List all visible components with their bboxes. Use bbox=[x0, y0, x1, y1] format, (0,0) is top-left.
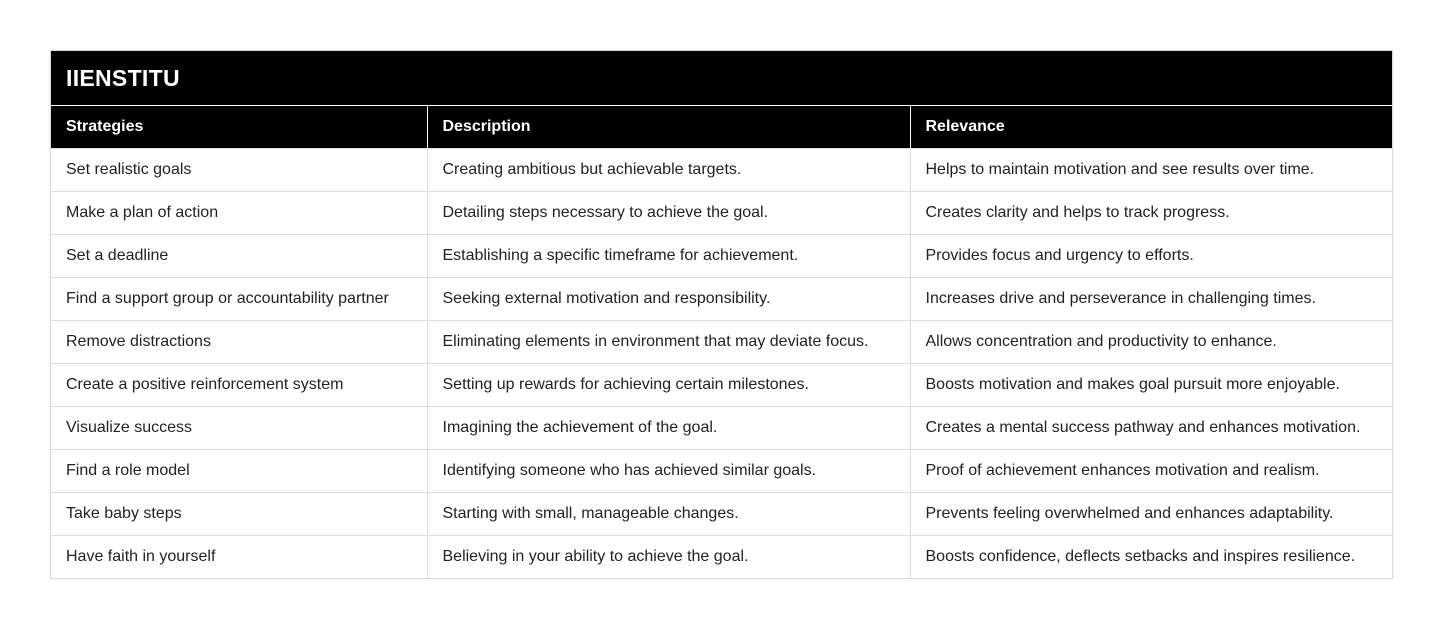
column-header-description: Description bbox=[427, 106, 910, 149]
strategies-table-container bbox=[50, 50, 1393, 579]
description-cell: Identifying someone who has achieved similar goals. bbox=[427, 450, 910, 493]
strategy-cell: Visualize success bbox=[51, 407, 427, 450]
table-row bbox=[51, 235, 1392, 278]
table-row bbox=[51, 407, 1392, 450]
description-cell: Setting up rewards for achieving certain milestones. bbox=[427, 364, 910, 407]
strategies-table bbox=[51, 51, 1392, 578]
relevance-cell: Increases drive and perseverance in challenging times. bbox=[910, 278, 1392, 321]
table-row bbox=[51, 192, 1392, 235]
relevance-cell: Creates a mental success pathway and enhances motivation. bbox=[910, 407, 1392, 450]
description-cell: Detailing steps necessary to achieve the goal. bbox=[427, 192, 910, 235]
table-row bbox=[51, 364, 1392, 407]
strategy-cell: Make a plan of action bbox=[51, 192, 427, 235]
table-row bbox=[51, 149, 1392, 192]
relevance-cell: Prevents feeling overwhelmed and enhances adaptability. bbox=[910, 493, 1392, 536]
column-header-row bbox=[51, 106, 1392, 149]
description-cell: Establishing a specific timeframe for achievement. bbox=[427, 235, 910, 278]
column-header-strategies: Strategies bbox=[51, 106, 427, 149]
relevance-cell: Creates clarity and helps to track progress. bbox=[910, 192, 1392, 235]
relevance-cell: Boosts confidence, deflects setbacks and inspires resilience. bbox=[910, 536, 1392, 579]
description-cell: Creating ambitious but achievable targets. bbox=[427, 149, 910, 192]
table-row bbox=[51, 321, 1392, 364]
strategy-cell: Remove distractions bbox=[51, 321, 427, 364]
brand-header-row bbox=[51, 51, 1392, 106]
relevance-cell: Boosts motivation and makes goal pursuit more enjoyable. bbox=[910, 364, 1392, 407]
strategy-cell: Set a deadline bbox=[51, 235, 427, 278]
brand-title: IIENSTITU bbox=[51, 51, 1392, 106]
description-cell: Starting with small, manageable changes. bbox=[427, 493, 910, 536]
description-cell: Seeking external motivation and responsibility. bbox=[427, 278, 910, 321]
strategy-cell: Set realistic goals bbox=[51, 149, 427, 192]
table-row bbox=[51, 278, 1392, 321]
strategy-cell: Create a positive reinforcement system bbox=[51, 364, 427, 407]
strategy-cell: Have faith in yourself bbox=[51, 536, 427, 579]
description-cell: Believing in your ability to achieve the goal. bbox=[427, 536, 910, 579]
strategy-cell: Find a support group or accountability partner bbox=[51, 278, 427, 321]
table-row bbox=[51, 450, 1392, 493]
strategy-cell: Take baby steps bbox=[51, 493, 427, 536]
table-row bbox=[51, 536, 1392, 579]
relevance-cell: Proof of achievement enhances motivation and realism. bbox=[910, 450, 1392, 493]
relevance-cell: Helps to maintain motivation and see results over time. bbox=[910, 149, 1392, 192]
table-row bbox=[51, 493, 1392, 536]
description-cell: Imagining the achievement of the goal. bbox=[427, 407, 910, 450]
column-header-relevance: Relevance bbox=[910, 106, 1392, 149]
relevance-cell: Allows concentration and productivity to enhance. bbox=[910, 321, 1392, 364]
description-cell: Eliminating elements in environment that may deviate focus. bbox=[427, 321, 910, 364]
strategy-cell: Find a role model bbox=[51, 450, 427, 493]
relevance-cell: Provides focus and urgency to efforts. bbox=[910, 235, 1392, 278]
